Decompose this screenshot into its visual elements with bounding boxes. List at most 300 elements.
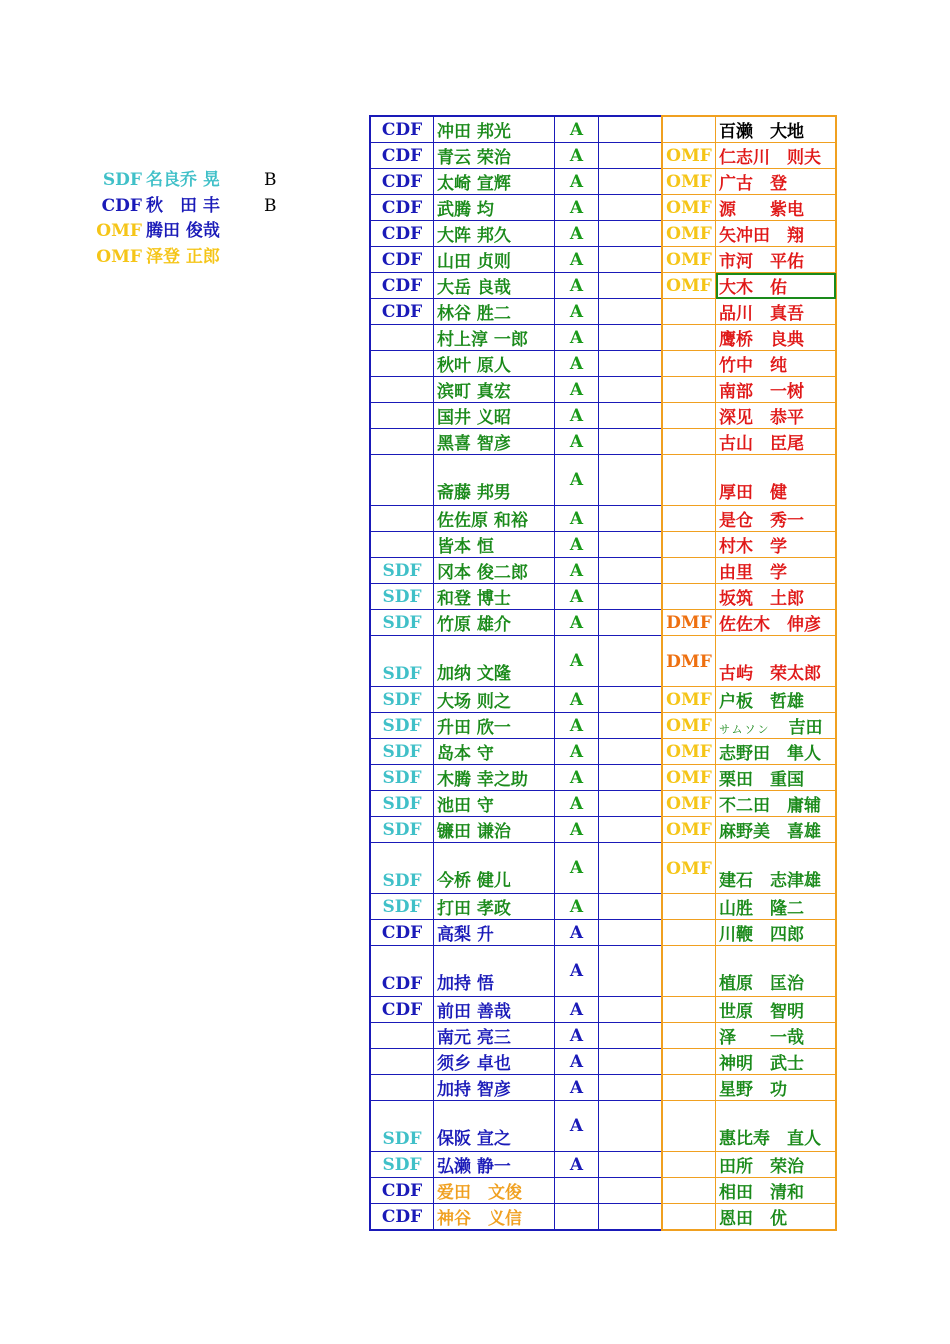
player-name: 世原 智明	[719, 1002, 804, 1022]
player-name-cell: 加持 智彦	[434, 1075, 555, 1101]
position-cell: OMF	[662, 791, 716, 817]
empty-cell	[599, 247, 663, 273]
grade-cell: A	[555, 116, 599, 143]
position-label: OMF	[96, 221, 142, 241]
player-name-cell	[716, 169, 837, 195]
grade-cell: A	[555, 920, 599, 946]
position-cell	[662, 116, 716, 143]
player-name: 户板 哲雄	[719, 692, 804, 712]
player-name-cell	[716, 636, 837, 687]
player-name-cell: 镰田 谦治	[434, 817, 555, 843]
empty-cell	[599, 1049, 663, 1075]
table-row	[662, 1178, 836, 1204]
player-name: 深见 恭平	[719, 408, 804, 428]
player-name: 建石 志津雄	[719, 871, 821, 891]
player-name-cell	[716, 1049, 837, 1075]
table-row	[370, 713, 662, 739]
table-row	[370, 997, 662, 1023]
grade-cell: A	[555, 325, 599, 351]
table-row	[370, 169, 662, 195]
position-cell: SDF	[370, 584, 434, 610]
table-row	[662, 403, 836, 429]
grade-cell: A	[555, 377, 599, 403]
grade-cell: A	[555, 687, 599, 713]
position-cell: CDF	[370, 169, 434, 195]
player-name-cell: 佐佐原 和裕	[434, 506, 555, 532]
player-name: 佐佐木 伸彦	[719, 615, 821, 635]
table-row	[662, 687, 836, 713]
side-player-row	[92, 245, 292, 271]
position-cell	[662, 429, 716, 455]
table-row	[662, 506, 836, 532]
player-name: 不二田 庸辅	[719, 796, 821, 816]
player-name: 古屿 荣太郎	[719, 664, 821, 684]
table-row	[370, 843, 662, 894]
player-name: 鹰桥 良典	[719, 330, 804, 350]
position-cell: SDF	[370, 713, 434, 739]
player-name-cell	[716, 403, 837, 429]
table-row	[370, 584, 662, 610]
table-row	[370, 610, 662, 636]
position-cell	[662, 506, 716, 532]
player-name: 惠比寿 直人	[719, 1129, 821, 1149]
position-cell	[370, 429, 434, 455]
position-cell: SDF	[370, 765, 434, 791]
player-name: 吉田	[788, 718, 823, 738]
empty-cell	[599, 765, 663, 791]
player-name: 川鞭 四郎	[719, 925, 804, 945]
position-cell	[662, 1075, 716, 1101]
position-cell: OMF	[662, 221, 716, 247]
player-name-cell	[716, 765, 837, 791]
empty-cell	[599, 143, 663, 169]
player-name-cell: 黑喜 智彦	[434, 429, 555, 455]
grade-cell: A	[555, 997, 599, 1023]
table-row	[662, 116, 836, 143]
player-name: 仁志川 则夫	[719, 148, 821, 168]
empty-cell	[599, 1152, 663, 1178]
position-cell	[662, 532, 716, 558]
empty-cell	[599, 351, 663, 377]
empty-cell	[599, 894, 663, 920]
player-name: 栗田 重国	[719, 770, 804, 790]
table-row	[370, 429, 662, 455]
position-cell	[662, 351, 716, 377]
table-row	[662, 429, 836, 455]
table-row	[370, 920, 662, 946]
grade-cell: A	[555, 584, 599, 610]
player-name-cell: 竹原 雄介	[434, 610, 555, 636]
player-name: 山胜 隆二	[719, 899, 804, 919]
player-name-cell	[716, 116, 837, 143]
position-cell: SDF	[370, 817, 434, 843]
empty-cell	[599, 1023, 663, 1049]
player-name-cell: 弘濑 静一	[434, 1152, 555, 1178]
table-row	[370, 325, 662, 351]
player-name-cell	[716, 843, 837, 894]
grade-cell: A	[555, 299, 599, 325]
player-name-cell: 冈本 俊二郎	[434, 558, 555, 584]
grade-cell: A	[555, 558, 599, 584]
empty-cell	[599, 116, 663, 143]
player-name-cell: 高梨 升	[434, 920, 555, 946]
table-row	[662, 894, 836, 920]
position-cell: CDF	[370, 946, 434, 997]
empty-cell	[599, 636, 663, 687]
table-row	[662, 143, 836, 169]
position-cell	[662, 1178, 716, 1204]
position-cell: OMF	[662, 713, 716, 739]
table-row	[370, 1152, 662, 1178]
position-cell	[662, 997, 716, 1023]
grade-cell: A	[555, 351, 599, 377]
player-name-cell: 武腾 均	[434, 195, 555, 221]
grade-cell: A	[555, 506, 599, 532]
table-row	[662, 1023, 836, 1049]
player-name-cell	[716, 455, 837, 506]
position-cell: SDF	[370, 1101, 434, 1152]
empty-cell	[599, 1178, 663, 1204]
grade-cell: A	[555, 195, 599, 221]
table-row	[370, 455, 662, 506]
table-row	[662, 325, 836, 351]
player-name-cell: 爱田 文俊	[434, 1178, 555, 1204]
player-name-cell	[716, 584, 837, 610]
table-row	[370, 299, 662, 325]
position-cell	[370, 532, 434, 558]
table-row	[370, 687, 662, 713]
table-row	[662, 636, 836, 687]
table-row	[370, 558, 662, 584]
grade-cell: A	[555, 739, 599, 765]
table-row	[662, 221, 836, 247]
player-name-cell	[716, 195, 837, 221]
grade-cell: A	[555, 1023, 599, 1049]
player-name: 神明 武士	[719, 1054, 804, 1074]
position-cell: CDF	[370, 920, 434, 946]
table-row	[662, 247, 836, 273]
player-name-cell: 加纳 文隆	[434, 636, 555, 687]
grade-cell	[555, 1204, 599, 1231]
position-cell: CDF	[370, 299, 434, 325]
player-name-cell	[716, 894, 837, 920]
player-name-cell	[716, 920, 837, 946]
empty-cell	[599, 713, 663, 739]
table-row	[370, 1049, 662, 1075]
grade-cell: A	[555, 1075, 599, 1101]
grade-cell: A	[555, 765, 599, 791]
player-name-cell	[716, 1204, 837, 1231]
player-name-cell: 保阪 宣之	[434, 1101, 555, 1152]
player-name-cell	[716, 791, 837, 817]
empty-cell	[599, 817, 663, 843]
player-name-cell: 木腾 幸之助	[434, 765, 555, 791]
position-cell	[662, 558, 716, 584]
player-name-cell: 村上淳 一郎	[434, 325, 555, 351]
side-player-row	[92, 194, 292, 220]
position-cell: SDF	[370, 791, 434, 817]
table-row	[370, 1204, 662, 1231]
position-cell: OMF	[662, 843, 716, 894]
empty-cell	[599, 1204, 663, 1231]
table-row	[370, 636, 662, 687]
player-name: 由里 学	[719, 563, 787, 583]
player-name: 泽登 正郎	[146, 246, 220, 267]
position-cell: OMF	[662, 687, 716, 713]
empty-cell	[599, 221, 663, 247]
table-row	[370, 532, 662, 558]
player-name: 腾田 俊哉	[146, 221, 220, 241]
position-cell	[370, 455, 434, 506]
player-name: 品川 真吾	[719, 304, 804, 324]
position-cell: OMF	[662, 765, 716, 791]
position-cell	[662, 1101, 716, 1152]
position-cell: CDF	[370, 1178, 434, 1204]
table-row	[662, 1204, 836, 1231]
player-name: 百濑 大地	[719, 122, 804, 142]
position-cell: OMF	[662, 739, 716, 765]
player-name-cell	[716, 377, 837, 403]
empty-cell	[599, 558, 663, 584]
right-roster-table	[661, 115, 837, 1231]
position-cell	[662, 325, 716, 351]
player-name-cell	[716, 351, 837, 377]
position-cell	[662, 455, 716, 506]
player-name: 泽 一哉	[719, 1028, 804, 1048]
table-row	[370, 195, 662, 221]
position-cell: OMF	[662, 169, 716, 195]
position-cell: SDF	[370, 894, 434, 920]
table-row	[370, 506, 662, 532]
position-cell	[662, 377, 716, 403]
table-row	[370, 247, 662, 273]
position-cell	[662, 1049, 716, 1075]
player-name-cell	[716, 1101, 837, 1152]
position-cell: OMF	[662, 273, 716, 299]
table-row	[662, 739, 836, 765]
position-cell: CDF	[370, 997, 434, 1023]
position-cell: OMF	[662, 143, 716, 169]
position-cell: CDF	[370, 1204, 434, 1231]
table-row	[370, 791, 662, 817]
table-row	[662, 273, 836, 299]
player-name-cell: 南元 亮三	[434, 1023, 555, 1049]
position-cell	[662, 1204, 716, 1231]
table-row	[370, 894, 662, 920]
empty-cell	[599, 377, 663, 403]
empty-cell	[599, 429, 663, 455]
player-name: 植原 匡治	[719, 974, 804, 994]
position-label: SDF	[102, 170, 142, 190]
player-name-cell: 林谷 胜二	[434, 299, 555, 325]
player-name-cell: 国井 义昭	[434, 403, 555, 429]
empty-cell	[599, 195, 663, 221]
table-row	[662, 1049, 836, 1075]
grade-cell	[555, 1178, 599, 1204]
table-row	[662, 920, 836, 946]
table-row	[370, 739, 662, 765]
table-row	[662, 299, 836, 325]
player-name-cell: 须乡 卓也	[434, 1049, 555, 1075]
player-name-cell	[716, 687, 837, 713]
empty-cell	[599, 455, 663, 506]
table-row	[662, 791, 836, 817]
position-cell	[370, 506, 434, 532]
player-name-cell: 斋藤 邦男	[434, 455, 555, 506]
empty-cell	[599, 843, 663, 894]
empty-cell	[599, 610, 663, 636]
empty-cell	[599, 920, 663, 946]
empty-cell	[599, 299, 663, 325]
player-name-cell	[716, 1178, 837, 1204]
unassigned-player-list	[92, 168, 292, 270]
table-row	[370, 1178, 662, 1204]
grade-cell: A	[555, 273, 599, 299]
position-cell: OMF	[662, 195, 716, 221]
side-player-row	[92, 219, 292, 245]
grade-cell: A	[555, 946, 599, 997]
position-cell: CDF	[370, 273, 434, 299]
player-name-cell	[716, 713, 837, 739]
grade-cell: A	[555, 843, 599, 894]
empty-cell	[599, 169, 663, 195]
table-row	[370, 1075, 662, 1101]
player-name: 竹中 纯	[719, 356, 787, 376]
table-row	[370, 946, 662, 997]
player-name-cell	[716, 817, 837, 843]
empty-cell	[599, 946, 663, 997]
grade-cell: A	[555, 894, 599, 920]
table-row	[370, 116, 662, 143]
position-cell: SDF	[370, 739, 434, 765]
player-name-cell: 大阵 邦久	[434, 221, 555, 247]
table-row	[662, 377, 836, 403]
player-name: 广古 登	[719, 174, 787, 194]
player-name: 村木 学	[719, 537, 787, 557]
position-cell	[370, 325, 434, 351]
player-name: 南部 一树	[719, 382, 804, 402]
player-name: 厚田 健	[719, 483, 787, 503]
player-name-cell: 升田 欣一	[434, 713, 555, 739]
position-cell: SDF	[370, 558, 434, 584]
position-cell	[662, 894, 716, 920]
player-name-cell: 山田 贞则	[434, 247, 555, 273]
grade-cell: A	[555, 221, 599, 247]
player-name-cell: 和登 博士	[434, 584, 555, 610]
table-row	[370, 221, 662, 247]
player-name: 是仓 秀一	[719, 511, 804, 531]
position-cell	[662, 920, 716, 946]
position-cell	[370, 351, 434, 377]
player-name: 矢冲田 翔	[719, 226, 804, 246]
player-name-cell: 加持 悟	[434, 946, 555, 997]
left-roster-table	[369, 115, 663, 1231]
player-name-cell	[716, 429, 837, 455]
player-name: 市河 平佑	[719, 252, 804, 272]
player-name: 星野 功	[719, 1080, 787, 1100]
position-cell	[662, 1023, 716, 1049]
grade-cell: A	[555, 817, 599, 843]
table-row	[370, 403, 662, 429]
position-cell	[662, 403, 716, 429]
empty-cell	[599, 403, 663, 429]
table-row	[662, 713, 836, 739]
grade-cell: A	[555, 636, 599, 687]
player-name-cell: 青云 荣治	[434, 143, 555, 169]
position-cell	[662, 299, 716, 325]
player-name-cell: 池田 守	[434, 791, 555, 817]
player-name-cell	[716, 273, 837, 299]
player-name: 大木 佑	[719, 278, 787, 298]
player-name-cell	[716, 997, 837, 1023]
grade-cell: A	[555, 247, 599, 273]
player-name-cell	[716, 247, 837, 273]
position-label: OMF	[96, 246, 142, 267]
empty-cell	[599, 997, 663, 1023]
grade-cell: A	[555, 403, 599, 429]
player-name-cell: 冲田 邦光	[434, 116, 555, 143]
player-name: 名良乔 晃	[146, 170, 220, 190]
position-cell	[370, 1049, 434, 1075]
table-row	[370, 143, 662, 169]
position-cell: SDF	[370, 687, 434, 713]
player-name: 古山 臣尾	[719, 434, 804, 454]
player-name-cell: 滨町 真宏	[434, 377, 555, 403]
position-cell: SDF	[370, 1152, 434, 1178]
position-cell	[370, 1023, 434, 1049]
position-cell: SDF	[370, 610, 434, 636]
empty-cell	[599, 325, 663, 351]
empty-cell	[599, 584, 663, 610]
grade-cell: A	[555, 791, 599, 817]
empty-cell	[599, 791, 663, 817]
grade-cell: A	[555, 1152, 599, 1178]
empty-cell	[599, 739, 663, 765]
player-name-cell	[716, 325, 837, 351]
grade-cell: A	[555, 1101, 599, 1152]
position-cell: CDF	[370, 116, 434, 143]
table-row	[370, 817, 662, 843]
position-cell: SDF	[370, 636, 434, 687]
player-name-cell	[716, 1152, 837, 1178]
table-row	[662, 1152, 836, 1178]
table-row	[662, 1075, 836, 1101]
table-row	[662, 584, 836, 610]
table-row	[662, 455, 836, 506]
position-cell: CDF	[370, 195, 434, 221]
table-row	[370, 377, 662, 403]
side-player-row	[92, 168, 292, 194]
player-name-cell	[716, 221, 837, 247]
player-name-cell: 神谷 义信	[434, 1204, 555, 1231]
player-name-cell	[716, 739, 837, 765]
grade-cell: A	[555, 713, 599, 739]
position-cell	[370, 1075, 434, 1101]
table-row	[662, 817, 836, 843]
table-row	[370, 273, 662, 299]
table-row	[662, 169, 836, 195]
table-row	[370, 1101, 662, 1152]
player-name-cell	[716, 558, 837, 584]
table-row	[662, 765, 836, 791]
name-prefix: サムソン	[719, 723, 771, 736]
table-row	[662, 558, 836, 584]
table-row	[370, 351, 662, 377]
player-name: 坂筑 土郎	[719, 589, 804, 609]
table-row	[662, 532, 836, 558]
grade-cell: A	[555, 143, 599, 169]
player-name: 相田 清和	[719, 1183, 804, 1203]
